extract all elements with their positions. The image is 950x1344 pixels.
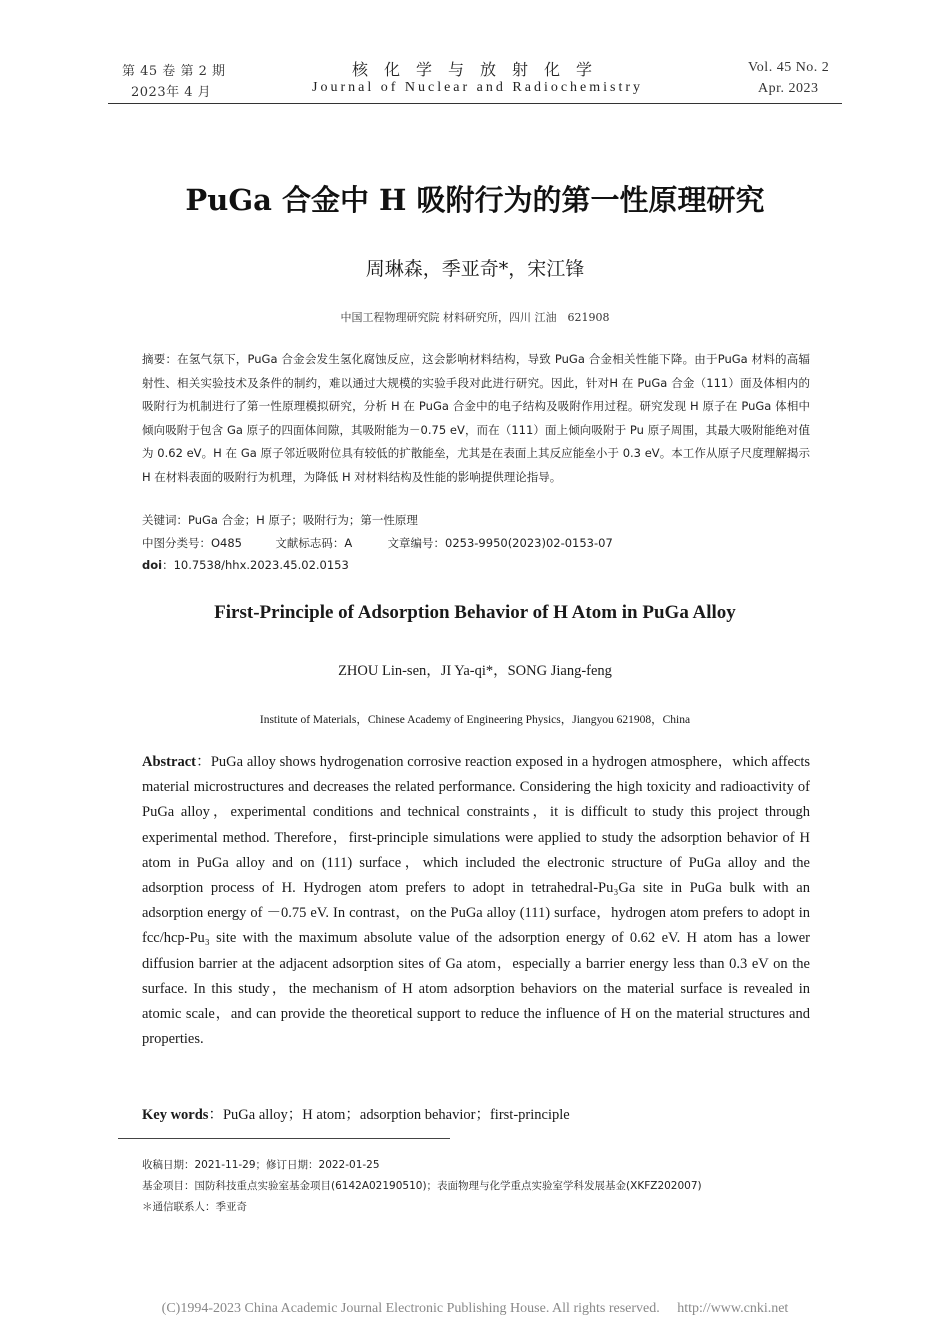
footnote-rule <box>118 1138 450 1139</box>
header-journal-en: Journal of Nuclear and Radiochemistry <box>312 80 644 95</box>
abstract-cn: 摘要：在氢气氛下，PuGa 合金会发生氢化腐蚀反应，这会影响材料结构，导致 PuGa 合金相关性能下降。由于PuGa 材料的高辐射性、相关实验技术及条件的制约，难以通过大规模的实验手段对此进行研究。因此，针对H 在 PuGa 合金（111）面及体相内的吸附行为机制进行了第一性原理模拟研究，分析 H 在 PuGa 合金中的电子结构及吸附作用过程。研究发现 H 原子在 PuGa 体相中倾向吸附于包含 Ga 原子的四面体间隙，其吸附能为－0.75 eV，而在（111）面上倾向吸附于 Pu 原子周围，其最大吸附能绝对值为 0.62 eV。H 在 Ga 原子邻近吸附位具有较低的扩散能垒，尤其是在表面上其反应能垒小于 0.3 eV。本工作从原子尺度理解揭示 H 在材料表面的吸附行为机理，为降低 H 对材料结构及性能的影响提供理论指导。 <box>142 352 810 484</box>
keywords-cn: 关键词：PuGa 合金；H 原子；吸附行为；第一性原理 <box>142 513 418 527</box>
affiliation-en: Institute of Materials，Chinese Academy of Engineering Physics，Jiangyou 621908，China <box>259 714 691 726</box>
doi-value: ：10.7538/hhx.2023.45.02.0153 <box>162 558 349 572</box>
document-code: 文献标志码：A <box>275 536 353 550</box>
paper-title-en: First-Principle of Adsorption Behavior of H Atom in PuGa Alloy <box>214 602 736 623</box>
footnote-dates: 收稿日期：2021-11-29；修订日期：2022-01-25 <box>142 1159 380 1171</box>
authors-en: ZHOU Lin-sen，JI Ya-qi*，SONG Jiang-feng <box>338 663 612 679</box>
keywords-en-text: ：PuGa alloy；H atom；adsorption behavior；first-principle <box>208 1107 570 1123</box>
header-volume-issue-en: Vol. 45 No. 2 <box>748 60 830 75</box>
clc-number: 中图分类号：O485 <box>142 536 243 550</box>
header-volume-issue-cn: 第 45 卷 第 2 期 <box>122 64 226 79</box>
abstract-en-text: ：PuGa alloy shows hydrogenation corrosive reaction exposed in a hydrogen atmosphere，which affects material microstructures and decreases the related performance. Considering the high toxicity and radioactivity of PuGa alloy，experimental conditions and technical constraints，it is difficult to study this project through experimental method. Therefore，first-principle simulations were applied to study the adsorption behavior of H atom in PuGa alloy and on (111) surface，which included the electronic structure of PuGa alloy and the adsorption process of H. Hydrogen atom prefers to adopt in tetrahedral-Pu₃Ga site in PuGa bulk with an adsorption energy of －0.75 eV. In contrast，on the PuGa alloy (111) surface，hydrogen atom prefers to adopt in fcc/hcp-Pu₃ site with the maximum absolute value of the adsorption energy of 0.62 eV. H atom has a lower diffusion barrier at the adjacent adsorption sites of Ga atom，especially a barrier energy less than 0.3 eV on the surface. In this study，the mechanism of H atom adsorption behaviors on the material surface is revealed in atomic scale，and can provide the theoretical support to reduce the influence of H on the material structures and properties. <box>142 754 810 1048</box>
article-number: 文章编号：0253-9950(2023)02-0153-07 <box>387 536 613 550</box>
header-date-cn: 2023年 4 月 <box>131 85 212 100</box>
authors-cn: 周琳森，季亚奇*，宋江锋 <box>365 258 585 280</box>
abstract-en-label: Abstract <box>142 754 196 770</box>
affiliation-cn: 中国工程物理研究院 材料研究所，四川 江油 621908 <box>340 311 610 324</box>
header-date-en: Apr. 2023 <box>758 81 819 96</box>
keywords-en <box>142 1103 570 1124</box>
header-rule <box>108 103 842 104</box>
paper-title-cn: PuGa 合金中 H 吸附行为的第一性原理研究 <box>185 183 765 217</box>
doi-line <box>142 557 349 573</box>
copyright-line: (C)1994-2023 China Academic Journal Electronic Publishing House. All rights reserved. http://www.cnki.net <box>161 1301 789 1316</box>
header-journal-cn: 核化学与放射化学 <box>352 60 609 79</box>
keywords-en-label: Key words <box>142 1107 209 1123</box>
footnote-funding: 基金项目：国防科技重点实验室基金项目(6142A02190510)；表面物理与化学重点实验室学科发展基金(XKFZ202007) <box>142 1180 702 1192</box>
doi-label: doi <box>142 558 163 572</box>
classification-line <box>142 535 613 551</box>
footnote-corresponding: ＊通信联系人：季亚奇 <box>142 1201 247 1213</box>
abstract-en <box>142 750 810 1052</box>
